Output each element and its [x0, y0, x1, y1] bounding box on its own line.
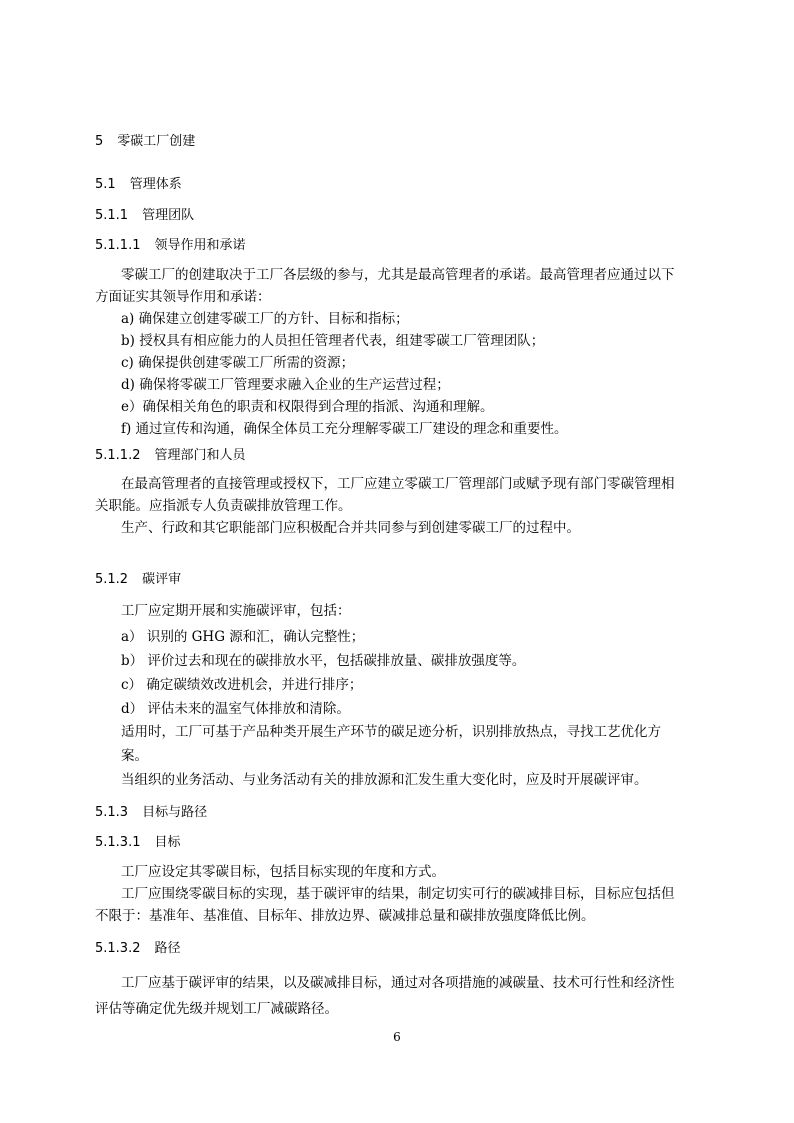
heading-5-1-1-2 [95, 446, 246, 466]
heading-number: 5 [95, 134, 104, 149]
heading-5-1-1 [95, 206, 194, 226]
leadership-item: a) 确保建立创建零碳工厂的方针、目标和指标； [121, 311, 409, 327]
heading-number: 5.1.1.1 [95, 238, 141, 253]
heading-number: 5.1.3.1 [95, 835, 141, 850]
heading-number: 5.1.2 [95, 572, 129, 587]
heading-5-1-3 [95, 803, 207, 823]
heading-number: 5.1.3.2 [95, 941, 141, 956]
heading-5-1-2 [95, 570, 181, 590]
leadership-intro-line2: 方面证实其领导作用和承诺： [95, 289, 271, 305]
heading-title: 路径 [154, 941, 181, 956]
heading-title: 管理体系 [129, 177, 182, 192]
heading-title: 碳评审 [142, 572, 182, 587]
review-item: a） 识别的 GHG 源和汇，确认完整性； [121, 629, 365, 645]
heading-5-1-1-1 [95, 236, 246, 256]
review-p2-line1: 适用时，工厂可基于产品种类开展生产环节的碳足迹分析，识别排放热点，寻找工艺优化方 [121, 724, 661, 740]
target-p2-line1: 工厂应围绕零碳目标的实现，基于碳评审的结果，制定切实可行的碳减排目标，目标应包括但 [121, 886, 675, 902]
path-p1-line2: 评估等确定优先级并规划工厂减碳路径。 [95, 1001, 338, 1017]
review-intro: 工厂应定期开展和实施碳评审，包括： [121, 603, 351, 619]
page-number: 6 [393, 1030, 401, 1044]
heading-title: 目标与路径 [142, 805, 208, 820]
heading-5-1 [95, 175, 182, 195]
heading-number: 5.1.1.2 [95, 448, 141, 463]
heading-5-1-3-1 [95, 833, 181, 853]
heading-5 [95, 132, 195, 152]
management-p1-line2: 关职能。应指派专人负责碳排放管理工作。 [95, 498, 352, 514]
management-p1-line1: 在最高管理者的直接管理或授权下，工厂应建立零碳工厂管理部门或赋予现有部门零碳管理相 [121, 476, 675, 492]
review-item: b） 评价过去和现在的碳排放水平，包括碳排放量、碳排放强度等。 [121, 653, 526, 669]
leadership-intro-line1: 零碳工厂的创建取决于工厂各层级的参与，尤其是最高管理者的承诺。最高管理者应通过以下 [121, 267, 675, 283]
review-item: d） 评估未来的温室气体排放和清除。 [121, 701, 350, 717]
management-p2: 生产、行政和其它职能部门应积极配合并共同参与到创建零碳工厂的过程中。 [121, 520, 580, 536]
review-p3: 当组织的业务活动、与业务活动有关的排放源和汇发生重大变化时，应及时开展碳评审。 [121, 772, 648, 788]
path-p1-line1: 工厂应基于碳评审的结果，以及碳减排目标，通过对各项措施的减碳量、技术可行性和经济性 [121, 975, 675, 991]
heading-title: 目标 [154, 835, 181, 850]
target-p2-line2: 不限于：基准年、基准值、目标年、排放边界、碳减排总量和碳排放强度降低比例。 [95, 908, 595, 924]
leadership-item: f) 通过宣传和沟通，确保全体员工充分理解零碳工厂建设的理念和重要性。 [121, 421, 568, 437]
target-p1: 工厂应设定其零碳目标，包括目标实现的年度和方式。 [121, 864, 445, 880]
heading-title: 管理部门和人员 [154, 448, 246, 463]
heading-title: 零碳工厂创建 [117, 134, 196, 149]
leadership-item: b) 授权具有相应能力的人员担任管理者代表，组建零碳工厂管理团队； [121, 333, 545, 349]
heading-title: 领导作用和承诺 [154, 238, 246, 253]
leadership-item: c) 确保提供创建零碳工厂所需的资源； [121, 355, 355, 371]
leadership-item: e）确保相关角色的职责和权限得到合理的指派、沟通和理解。 [121, 399, 494, 415]
heading-number: 5.1.3 [95, 805, 129, 820]
review-p2-line2: 案。 [121, 748, 148, 764]
heading-number: 5.1 [95, 177, 116, 192]
review-item: c） 确定碳绩效改进机会，并进行排序； [121, 677, 363, 693]
leadership-item: d) 确保将零碳工厂管理要求融入企业的生产运营过程； [121, 377, 450, 393]
heading-title: 管理团队 [142, 208, 195, 223]
heading-number: 5.1.1 [95, 208, 129, 223]
heading-5-1-3-2 [95, 939, 181, 959]
